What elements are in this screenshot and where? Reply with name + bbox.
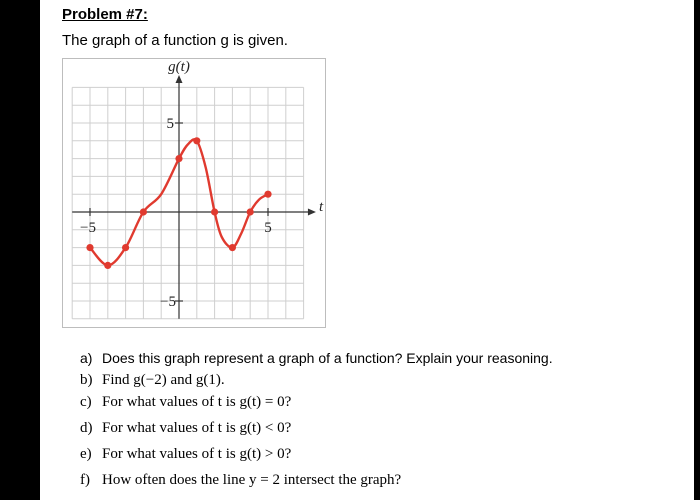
curve-point [104,262,111,269]
curve-point [86,244,93,251]
problem-title: Problem #7: [62,6,148,23]
question-b-label: b) [80,372,93,388]
question-d-label: d) [80,420,93,436]
question-c-text: For what values of t is g(t) = 0? [102,394,292,410]
question-e-text: For what values of t is g(t) > 0? [102,446,292,462]
curve-point [229,244,236,251]
problem-intro: The graph of a function g is given. [62,32,288,49]
question-d-text: For what values of t is g(t) < 0? [102,420,292,436]
tick-label-x-neg: −5 [80,220,96,236]
question-f-text: How often does the line y = 2 intersect the graph? [102,472,402,488]
left-black-border [0,0,40,500]
question-e-label: e) [80,446,92,462]
x-axis-label: t [318,199,324,215]
graph-canvas [63,59,325,327]
tick-label-y-neg: −5 [160,294,176,310]
curve-point [247,208,254,215]
right-black-border [694,0,700,500]
question-d [80,420,291,437]
function-graph [62,58,326,328]
question-e [80,446,291,463]
question-f [80,472,401,489]
question-c-label: c) [80,394,92,410]
question-b [80,372,225,389]
curve-point [175,155,182,162]
question-b-text: Find g(−2) and g(1). [102,372,225,388]
curve-point [264,191,271,198]
question-a-text: Does this graph represent a graph of a function? Explain your reasoning. [102,350,553,366]
curve-point [211,208,218,215]
y-axis-label: g(t) [168,59,190,76]
question-f-label: f) [80,472,90,488]
curve-point [122,244,129,251]
x-axis-arrow-icon [308,209,316,216]
question-a [80,350,553,366]
question-c [80,394,291,411]
tick-label-y-pos: 5 [166,116,174,132]
y-axis-arrow-icon [176,75,183,83]
question-a-label: a) [80,350,93,366]
curve-point [193,137,200,144]
curve-point [140,208,147,215]
tick-label-x-pos: 5 [264,220,272,236]
